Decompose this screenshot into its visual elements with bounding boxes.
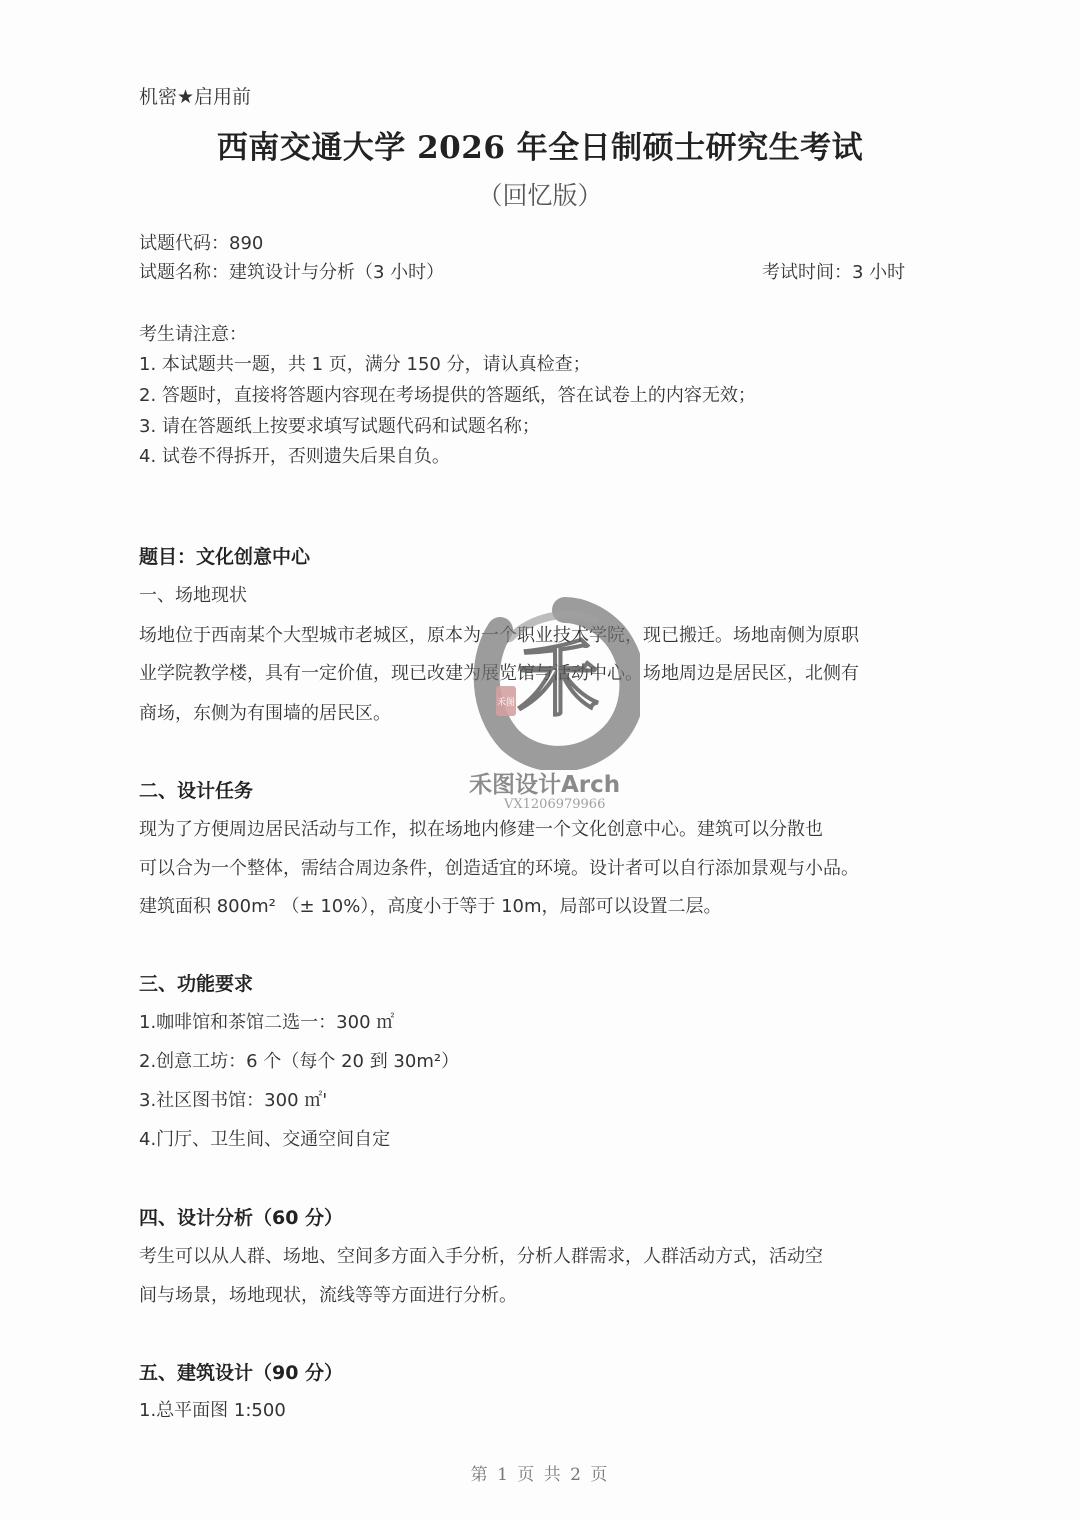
seal-text: 禾图 bbox=[496, 698, 516, 708]
watermark-logo-icon bbox=[470, 590, 640, 770]
exam-subtitle: （回忆版） bbox=[477, 181, 603, 210]
exam-time: 考试时间：3 小时 bbox=[762, 262, 906, 283]
exam-title: 西南交通大学 2026 年全日制硕士研究生考试 bbox=[216, 130, 864, 166]
notice-item: 3. 请在答题纸上按要求填写试题代码和试题名称； bbox=[139, 416, 540, 437]
section-1-line: 业学院教学楼，具有一定价值，现已改建为展览馆与活动中心。场地周边是居民区，北侧有 bbox=[139, 663, 859, 684]
confidential-mark: 机密★启用前 bbox=[139, 86, 252, 108]
section-1-heading: 一、场地现状 bbox=[139, 585, 247, 606]
watermark-brand: 禾图设计Arch bbox=[469, 772, 621, 798]
section-2-line: 建筑面积 800m² （± 10%），高度小于等于 10m，局部可以设置二层。 bbox=[139, 896, 722, 917]
section-4-heading: 四、设计分析（60 分） bbox=[139, 1207, 344, 1229]
exam-name: 试题名称：建筑设计与分析（3 小时） bbox=[139, 262, 445, 283]
notice-item: 4. 试卷不得拆开，否则遗失后果自负。 bbox=[139, 446, 450, 467]
section-2-line: 可以合为一个整体，需结合周边条件，创造适宜的环境。设计者可以自行添加景观与小品。 bbox=[139, 858, 859, 879]
topic-heading: 题目：文化创意中心 bbox=[139, 546, 311, 568]
function-item: 2.创意工坊：6 个（每个 20 到 30m²） bbox=[139, 1051, 460, 1072]
section-4-line: 考生可以从人群、场地、空间多方面入手分析，分析人群需求，人群活动方式，活动空 bbox=[139, 1246, 823, 1267]
section-1-line: 场地位于西南某个大型城市老城区，原本为一个职业技术学院，现已搬迁。场地南侧为原职 bbox=[139, 625, 859, 646]
notice-item: 2. 答题时，直接将答题内容现在考场提供的答题纸，答在试卷上的内容无效； bbox=[139, 385, 756, 406]
watermark-glyph: 禾 bbox=[516, 632, 600, 728]
function-item: 4.门厅、卫生间、交通空间自定 bbox=[139, 1129, 391, 1150]
section-4-line: 间与场景，场地现状，流线等等方面进行分析。 bbox=[139, 1285, 517, 1306]
notice-heading: 考生请注意： bbox=[139, 324, 247, 345]
page-footer: 第 1 页 共 2 页 bbox=[470, 1465, 610, 1485]
notice-item: 1. 本试题共一题，共 1 页，满分 150 分，请认真检查； bbox=[139, 354, 591, 375]
section-2-line: 现为了方便周边居民活动与工作，拟在场地内修建一个文化创意中心。建筑可以分散也 bbox=[139, 819, 823, 840]
section-1-line: 商场，东侧为有围墙的居民区。 bbox=[139, 703, 391, 724]
function-item: 1.咖啡馆和茶馆二选一：300 ㎡ bbox=[139, 1012, 395, 1033]
section-2-heading: 二、设计任务 bbox=[139, 780, 254, 802]
exam-code: 试题代码：890 bbox=[139, 233, 264, 254]
section-3-heading: 三、功能要求 bbox=[139, 973, 254, 995]
design-item: 1.总平面图 1:500 bbox=[139, 1400, 286, 1421]
section-5-heading: 五、建筑设计（90 分） bbox=[139, 1362, 344, 1384]
function-item: 3.社区图书馆：300 ㎡' bbox=[139, 1090, 328, 1111]
watermark-contact: VX1206979966 bbox=[504, 797, 606, 812]
